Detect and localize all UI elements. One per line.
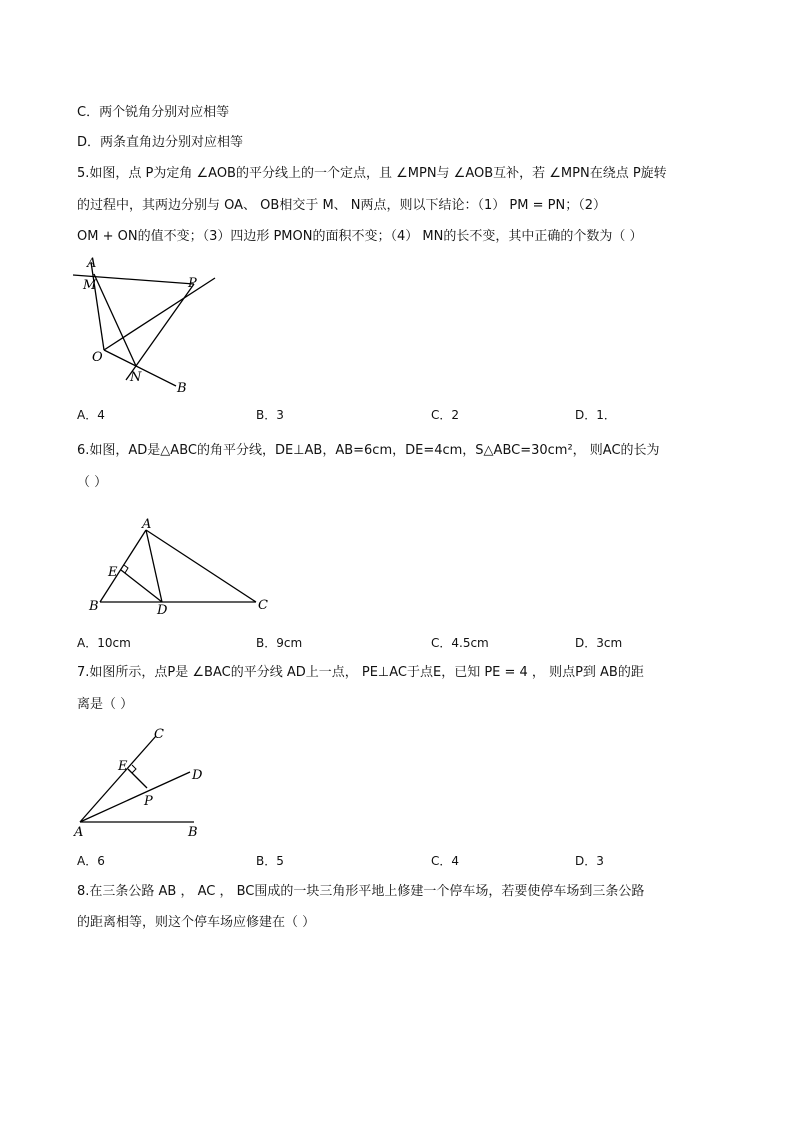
q7-label-c: C xyxy=(154,727,164,742)
q5-figure xyxy=(70,250,230,400)
q5-label-n: N xyxy=(130,370,142,385)
q5-options xyxy=(77,407,757,423)
q4-option-c: C．两个锐角分别对应相等 xyxy=(77,105,230,120)
q7-label-b: B xyxy=(188,825,198,840)
q7-option-d: D．3 xyxy=(575,854,604,868)
q6-label-d: D xyxy=(157,603,168,618)
q7-ray-ad xyxy=(80,772,190,822)
q7-label-a: A xyxy=(74,825,84,840)
q6-figure xyxy=(80,510,280,622)
q5-stem-line-3: OM + ON的值不变；（3）四边形 PMON的面积不变；（4） MN的长不变，其中正确的个数为（ ） xyxy=(77,229,643,244)
q7-label-d: D xyxy=(192,768,203,783)
q6-label-c: C xyxy=(258,598,268,613)
q6-side-ac xyxy=(146,530,256,602)
q6-stem-line-2: （ ） xyxy=(77,475,108,490)
q8-stem-line-1: 8.在三条公路 AB ， AC ， BC围成的一块三角形平地上修建一个停车场，若要使停车场到三条公路 xyxy=(77,884,645,899)
q5-label-m: M xyxy=(83,278,97,293)
q5-option-a: A．4 xyxy=(77,408,105,422)
q5-stem-line-1: 5.如图，点 P为定角 ∠AOB的平分线上的一个定点，且 ∠MPN与 ∠AOB互补，若 ∠MPN在绕点 P旋转 xyxy=(77,166,667,181)
q5-label-p: P xyxy=(188,276,197,291)
q7-stem-line-1: 7.如图所示，点P是 ∠BAC的平分线 AD上一点， PE⊥AC于点E，已知 PE = 4 ， 则点P到 AB的距 xyxy=(77,665,644,680)
q6-stem-line-1: 6.如图，AD是△ABC的角平分线，DE⊥AB，AB=6cm，DE=4cm，S△ABC=30cm²， 则AC的长为 xyxy=(77,443,660,458)
q7-options xyxy=(77,853,757,869)
q5-option-d: D．1． xyxy=(575,408,616,422)
q6-options xyxy=(77,635,757,651)
q7-label-p: P xyxy=(144,794,153,809)
q5-line-bisector xyxy=(104,278,215,350)
q7-label-e: E xyxy=(118,759,128,774)
q5-option-c: C．2 xyxy=(431,408,460,422)
q7-option-c: C．4 xyxy=(431,854,460,868)
q6-label-e: E xyxy=(108,565,118,580)
q6-label-b: B xyxy=(89,599,99,614)
q6-option-b: B．9cm xyxy=(256,636,303,650)
q7-ray-ac xyxy=(80,736,156,822)
q5-stem-line-2: 的过程中，其两边分别与 OA、 OB相交于 M、 N两点，则以下结论：（1） PM = PN；（2） xyxy=(77,198,606,213)
q6-right-angle-mark xyxy=(124,565,128,573)
q6-option-c: C．4.5cm xyxy=(431,636,489,650)
q7-option-a: A．6 xyxy=(77,854,105,868)
q7-figure xyxy=(72,722,222,842)
q5-label-b: B xyxy=(177,381,187,396)
q6-option-d: D．3cm xyxy=(575,636,623,650)
q7-stem-line-2: 离是（ ） xyxy=(77,697,134,712)
q6-option-a: A．10cm xyxy=(77,636,131,650)
q7-right-angle-mark xyxy=(132,765,136,773)
q5-option-b: B．3 xyxy=(256,408,284,422)
q5-label-a: A xyxy=(87,256,97,271)
q4-option-d: D．两条直角边分别对应相等 xyxy=(77,135,244,150)
q7-option-b: B．5 xyxy=(256,854,284,868)
q5-line-oa xyxy=(91,262,104,350)
q5-label-o: O xyxy=(92,350,103,365)
q7-perpendicular-pe xyxy=(128,769,147,788)
q6-side-ab xyxy=(100,530,146,602)
q6-label-a: A xyxy=(142,517,152,532)
q8-stem-line-2: 的距离相等，则这个停车场应修建在（ ） xyxy=(77,915,316,930)
